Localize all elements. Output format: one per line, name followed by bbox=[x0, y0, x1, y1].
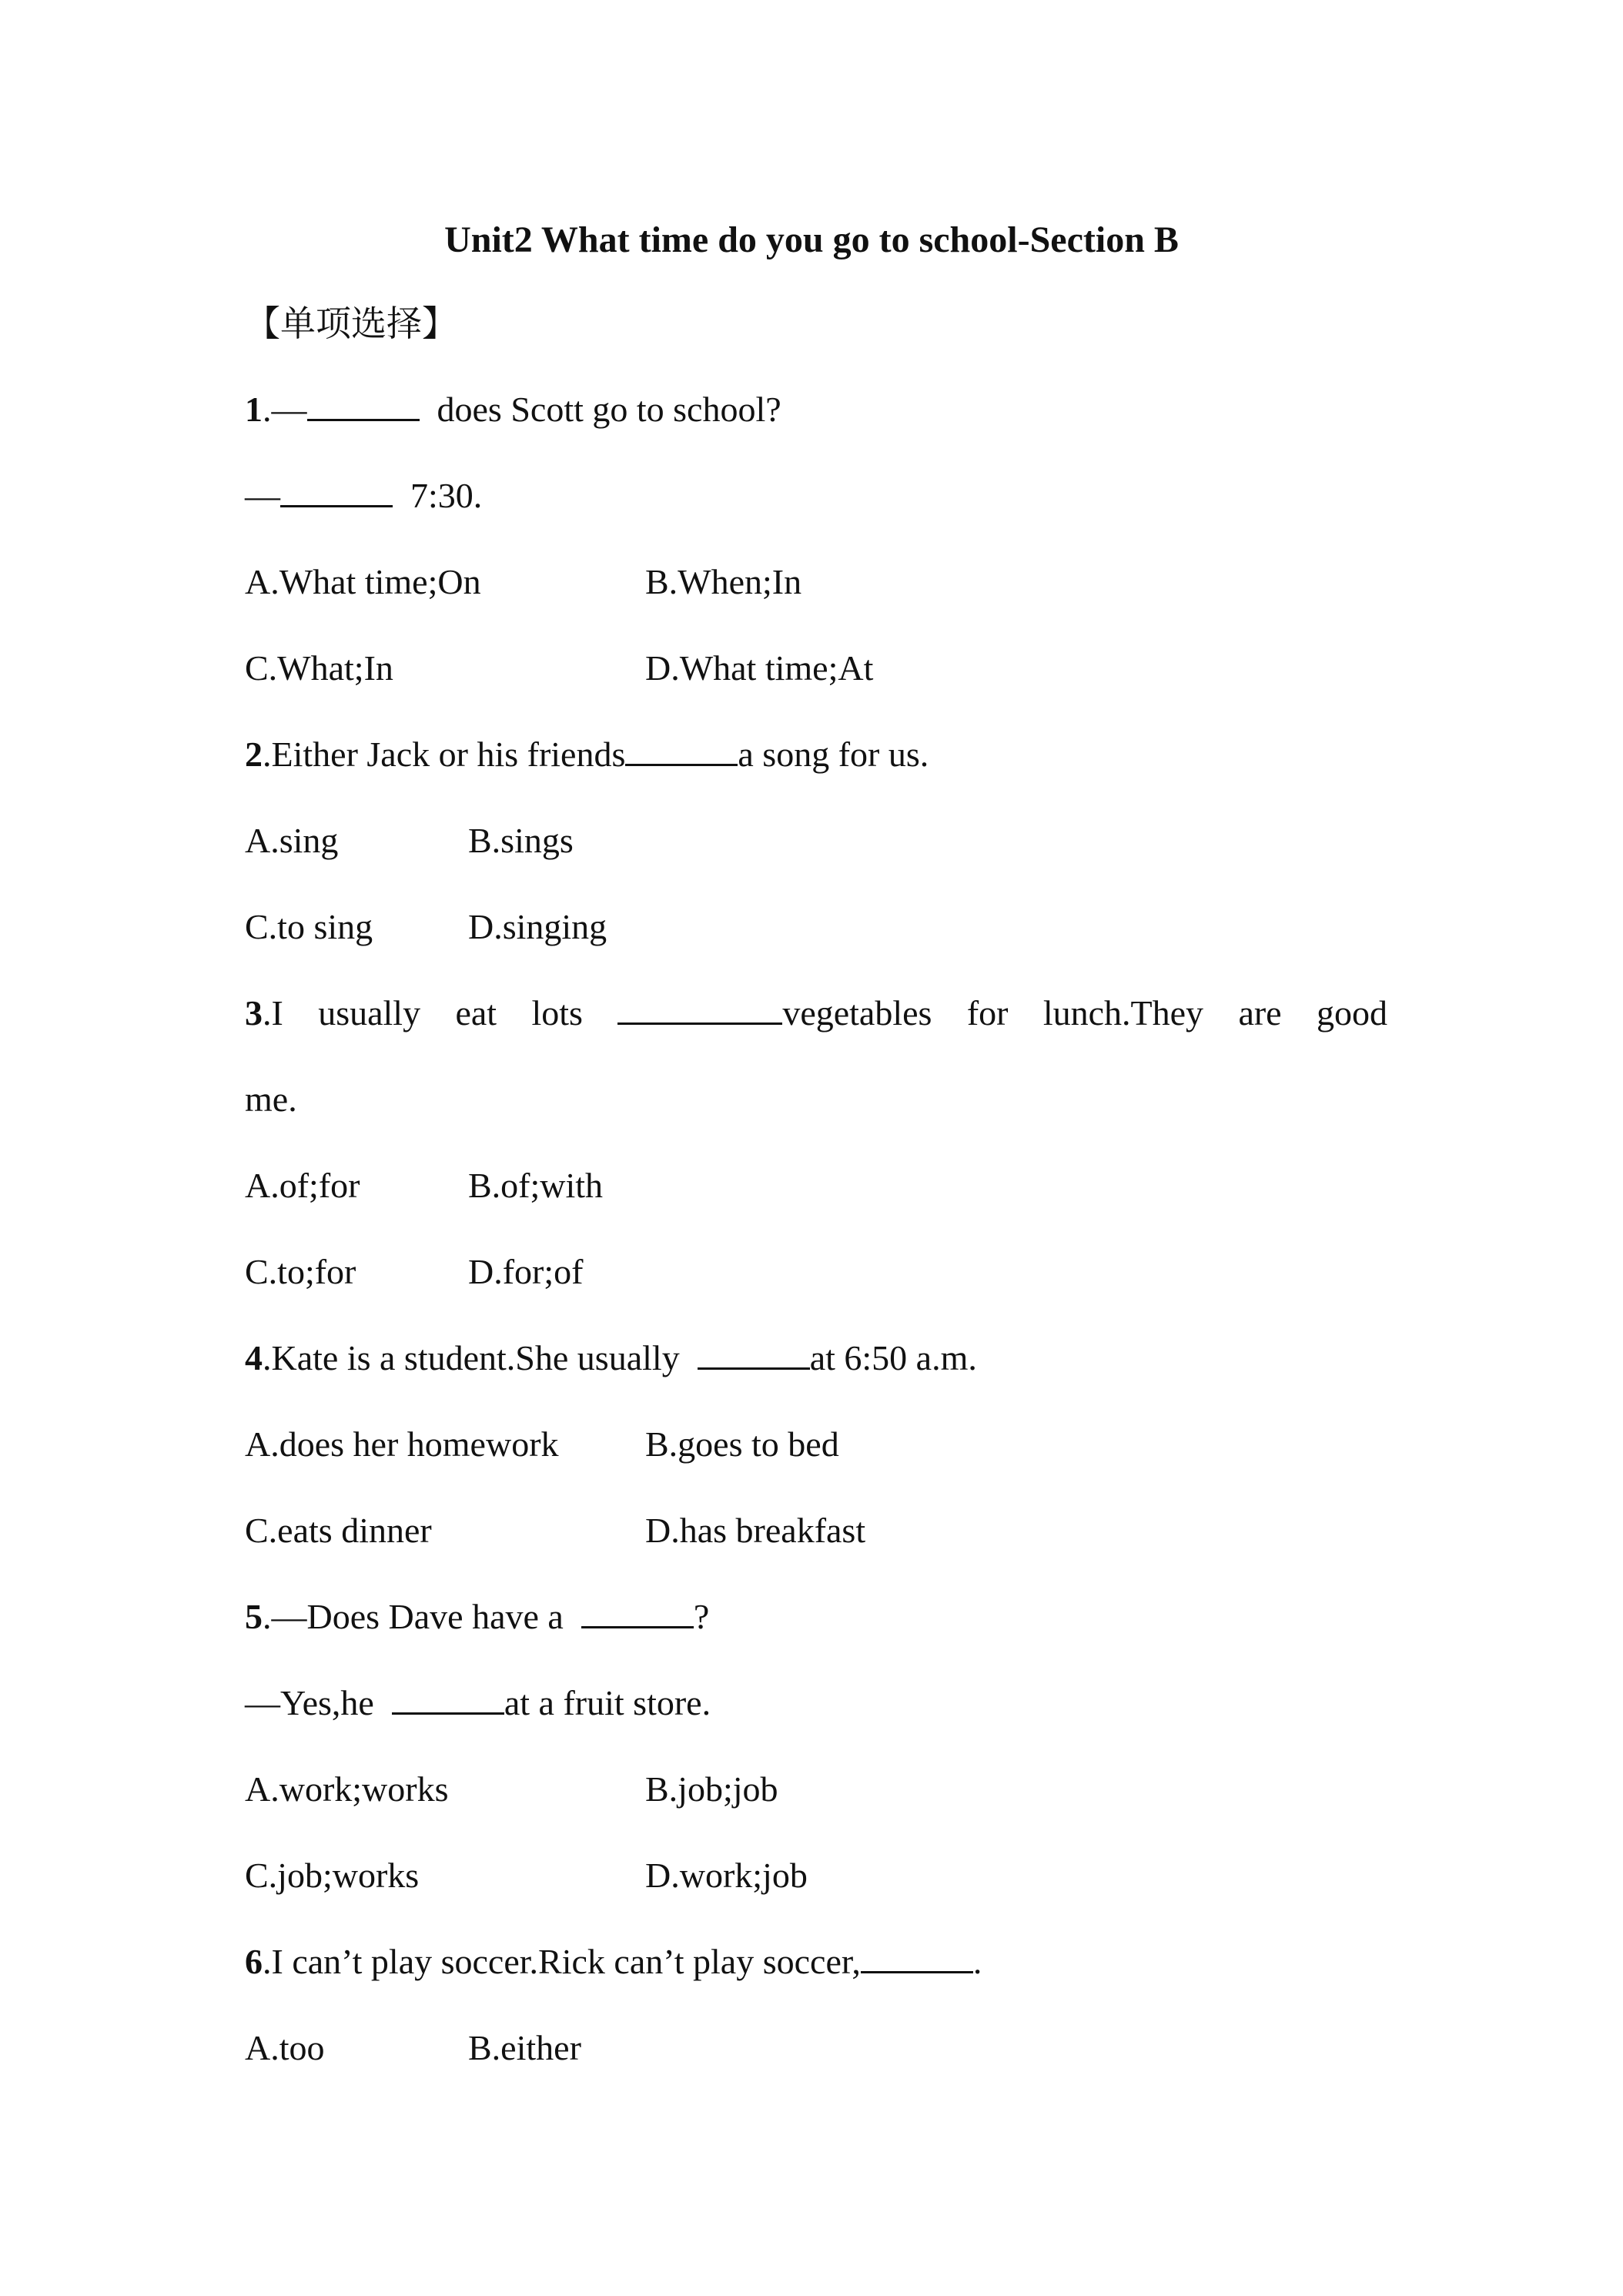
option-a: A.sing bbox=[245, 821, 339, 860]
option-c: C.job;works bbox=[245, 1856, 420, 1895]
question-5-stem bbox=[245, 1592, 709, 1642]
answer-blank bbox=[581, 1595, 694, 1628]
question-text: .I can’t play soccer.Rick can’t play soccer, bbox=[263, 1942, 861, 1981]
question-text: .— bbox=[263, 390, 307, 429]
question-text: — bbox=[245, 476, 280, 515]
answer-blank bbox=[617, 992, 782, 1025]
question-1-stem bbox=[245, 385, 781, 434]
option-c: C.What;In bbox=[245, 648, 393, 688]
answer-blank bbox=[625, 733, 738, 766]
question-number: 6 bbox=[245, 1942, 263, 1981]
question-text: usually bbox=[318, 993, 421, 1033]
question-text: ? bbox=[693, 1597, 710, 1636]
option-d: D.What time;At bbox=[645, 648, 874, 688]
answer-blank bbox=[307, 388, 420, 421]
question-text: at 6:50 a.m. bbox=[809, 1338, 977, 1377]
option-c: C.eats dinner bbox=[245, 1511, 432, 1550]
question-4-stem bbox=[245, 1334, 977, 1383]
question-text: are bbox=[1238, 993, 1282, 1033]
question-text: at a fruit store. bbox=[504, 1683, 711, 1722]
question-text: .Either Jack or his friends bbox=[263, 735, 626, 774]
question-3-line2: me. bbox=[245, 1079, 297, 1119]
option-d: D.has breakfast bbox=[645, 1511, 866, 1550]
option-b: B.sings bbox=[468, 821, 574, 860]
option-a: A.What time;On bbox=[245, 562, 481, 601]
answer-blank bbox=[698, 1337, 810, 1370]
option-d: D.for;of bbox=[468, 1252, 584, 1291]
option-d: D.work;job bbox=[645, 1856, 808, 1895]
question-text: lots bbox=[531, 993, 583, 1033]
option-b: B.job;job bbox=[645, 1769, 778, 1809]
option-a: A.of;for bbox=[245, 1166, 360, 1205]
option-d: D.singing bbox=[468, 907, 607, 946]
question-number: 2 bbox=[245, 735, 263, 774]
option-b: B.either bbox=[468, 2028, 581, 2067]
question-text: lunch.They bbox=[1042, 993, 1204, 1033]
question-number: 3 bbox=[245, 993, 263, 1033]
question-text: good bbox=[1316, 993, 1387, 1033]
question-text: .—Does Dave have a bbox=[263, 1597, 564, 1636]
option-b: B.When;In bbox=[645, 562, 802, 601]
question-text: .I bbox=[263, 993, 283, 1033]
question-text: eat bbox=[455, 993, 497, 1033]
question-number: 4 bbox=[245, 1338, 263, 1377]
option-b: B.goes to bed bbox=[645, 1424, 839, 1464]
question-text: does Scott go to school? bbox=[437, 390, 781, 429]
question-text: —Yes,he bbox=[245, 1683, 374, 1722]
answer-blank bbox=[861, 1940, 973, 1973]
question-2-stem bbox=[245, 730, 929, 779]
question-text: vegetables bbox=[782, 993, 932, 1033]
option-c: C.to;for bbox=[245, 1252, 356, 1291]
question-text: . bbox=[972, 1942, 982, 1981]
option-b: B.of;with bbox=[468, 1166, 604, 1205]
answer-blank bbox=[280, 474, 393, 507]
option-c: C.to sing bbox=[245, 907, 373, 946]
question-number: 5 bbox=[245, 1597, 263, 1636]
option-a: A.too bbox=[245, 2028, 325, 2067]
question-text: .Kate is a student.She usually bbox=[263, 1338, 680, 1377]
question-number: 1 bbox=[245, 390, 263, 429]
question-1-line2 bbox=[245, 471, 482, 520]
answer-blank bbox=[392, 1682, 504, 1715]
question-text: a song for us. bbox=[738, 735, 929, 774]
page-title: Unit2 What time do you go to school-Section B bbox=[444, 219, 1179, 260]
option-a: A.work;works bbox=[245, 1769, 449, 1809]
question-6-stem bbox=[245, 1937, 982, 1986]
question-text: 7:30. bbox=[410, 476, 483, 515]
section-heading: 【单项选择】 bbox=[245, 303, 457, 344]
question-3-stem bbox=[245, 989, 1387, 1038]
question-text: for bbox=[966, 993, 1009, 1033]
question-5-line2 bbox=[245, 1678, 711, 1728]
option-a: A.does her homework bbox=[245, 1424, 559, 1464]
